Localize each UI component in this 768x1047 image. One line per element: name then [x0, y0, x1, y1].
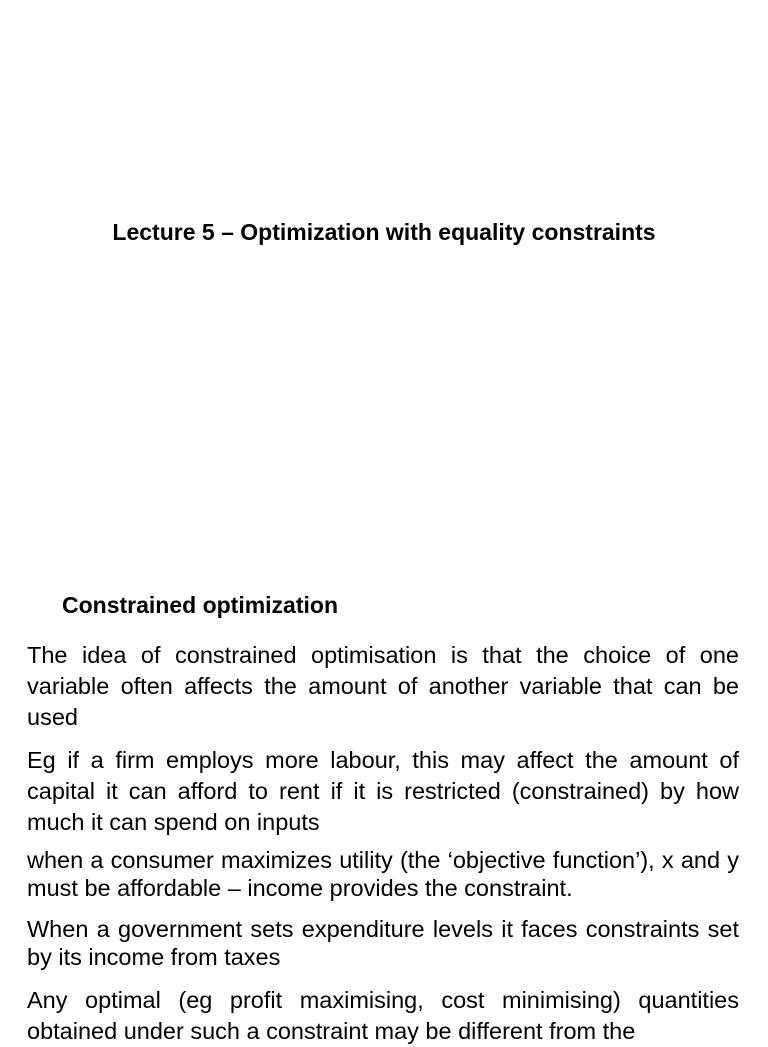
- section-heading: Constrained optimization: [62, 592, 338, 618]
- paragraph-government-example: When a government sets expenditure levels it faces constraints set by its income from taxes: [27, 916, 739, 970]
- paragraph-optimal-quantities: Any optimal (eg profit maximising, cost minimising) quantities obtained under such a constraint may be different from the: [27, 987, 739, 1044]
- lecture-title: Lecture 5 – Optimization with equality constraints: [112, 219, 656, 245]
- paragraph-constrained-idea: The idea of constrained optimisation is that the choice of one variable often affects the amount of another variable that can be used: [27, 642, 739, 730]
- paragraph-firm-example: Eg if a firm employs more labour, this may affect the amount of capital it can afford to rent if it is restricted (constrained) by how much it can spend on inputs: [27, 747, 739, 835]
- paragraph-consumer-example: when a consumer maximizes utility (the ‘objective function’), x and y must be affordable – income provides the constraint.: [27, 847, 739, 901]
